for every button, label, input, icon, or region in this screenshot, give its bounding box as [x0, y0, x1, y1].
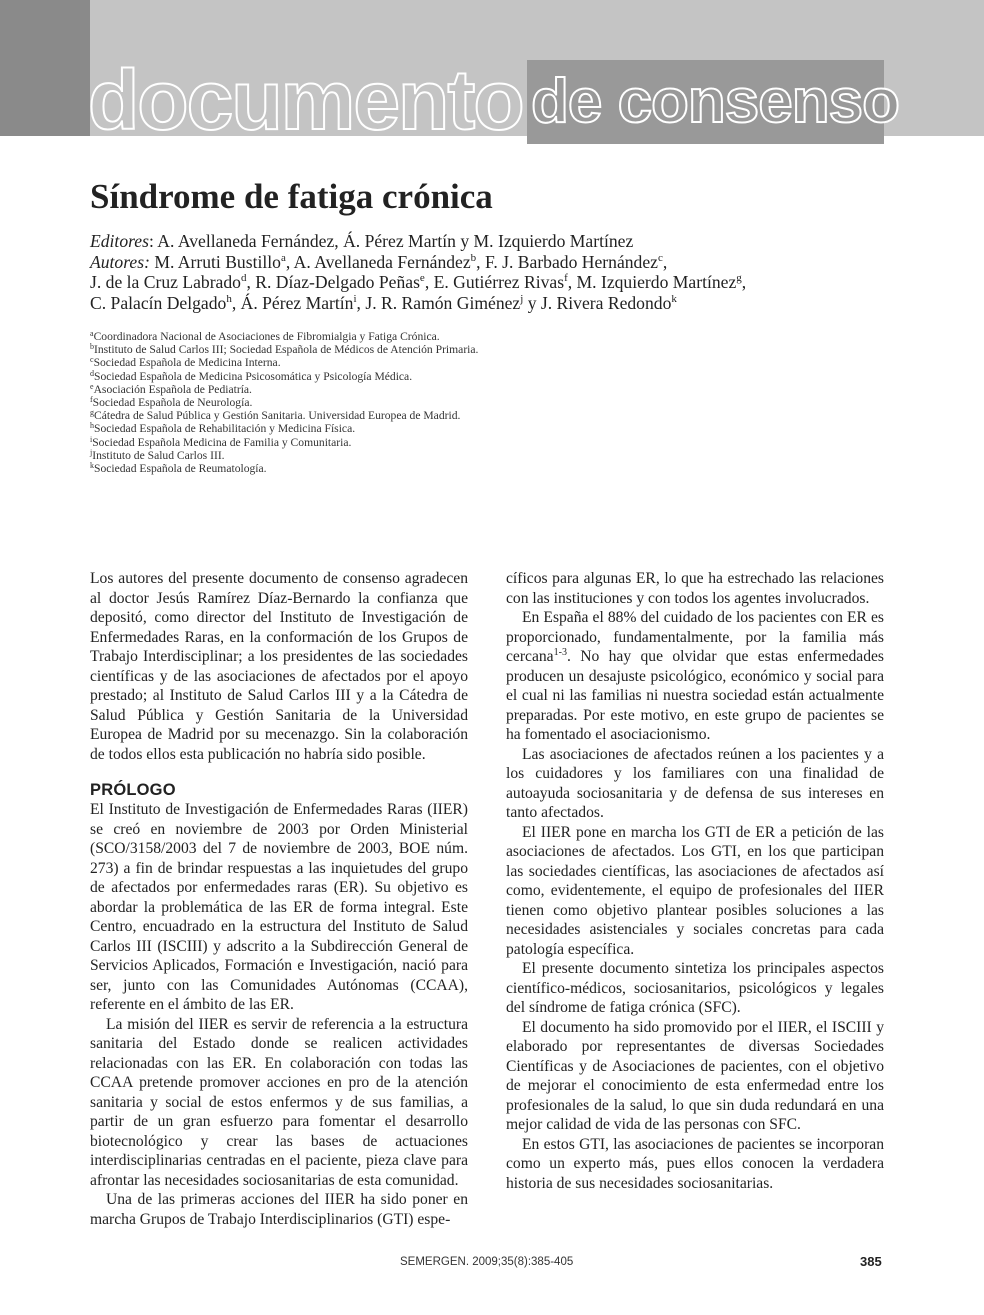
affiliation-item: $^c$Sociedad Española de Medicina Interna.: [90, 355, 281, 370]
author-name: J. R. Ramón Giménez: [365, 292, 521, 313]
author-block: [90, 231, 890, 313]
author-name: Á. Pérez Martín: [240, 292, 354, 313]
author-sup: k: [671, 292, 677, 305]
header-band: [0, 0, 984, 147]
page-number: 385: [860, 1254, 882, 1269]
body-paragraph: El Instituto de Investigación de Enfermedades Raras (IIER) se creó en noviembre de 2003 por Orden Ministerial (SCO/3158/2003 del 7 de noviembre de 2003, BOE núm. 273) a fin de brindar respuestas a las inquietudes del grupo de afectados por enfermedades raras (ER). Su objetivo es abordar la problemática de las ER de forma integral. Este Centro, encuadrado en la estructura del Instituto de Salud Carlos III (ISCIII) y adscrito a la Subdirección General de Servicios Aplicados, Formación e Investigación, nació para ser, junto con las Comunidades Autónomas (CCAA), referente en el ámbito de las ER.: [90, 801, 468, 1013]
affiliation-item: $^f$Sociedad Española de Neurología.: [90, 395, 253, 410]
author-name: J. de la Cruz Labrado: [90, 272, 241, 292]
body-column-right: [506, 569, 884, 1193]
author-sup: g: [736, 272, 742, 284]
body-paragraph: El documento ha sido promovido por el IIER, el ISCIII y elaborado por representantes de diversas Sociedades Científicas y de Asociaciones de pacientes, con el objetivo de mejorar el conocimiento de esta enfermedad entre los profesionales de la salud, lo que sin duda redundará en una mejor calidad de vida de las personas con SFC.: [506, 1018, 884, 1133]
affiliation-item: $^e$Asociación Española de Pediatría.: [90, 381, 252, 396]
journal-citation: SEMERGEN. 2009;35(8):385-405: [400, 1256, 574, 1268]
affiliation-item: $^k$Sociedad Española de Reumatología.: [90, 461, 267, 476]
article-title: Síndrome de fatiga crónica: [90, 177, 493, 216]
body-paragraph: Las asociaciones de afectados reúnen a los pacientes y a los cuidadores y los familiares con una finalidad de autoayuda sociosanitaria y de defensa de sus intereses en tanto afectados.: [506, 745, 884, 821]
author-name: J. Rivera Redondo: [540, 292, 672, 313]
acknowledgments-paragraph: Los autores del presente documento de consenso agradecen al doctor Jesús Ramírez Díaz-Bernardo la confianza que depositó, como director del Instituto de Investigación de Enfermedades Raras, en la conformación de los Grupos de Trabajo Interdisciplinar; a los presidentes de las sociedades científicas y de las asociaciones de afectados por el apoyo prestado; al Instituto de Salud Carlos III y a la Cátedra de Salud Pública y Gestión Sanitaria de la Universidad Europea de Madrid por su mecenazgo. Sin la colaboración de todos ellos esta publicación no habría sido posible.: [90, 570, 468, 763]
author-sup: j: [520, 292, 524, 305]
affiliations-list: [90, 330, 478, 475]
header-word-de-consenso: de consenso: [531, 67, 899, 136]
affiliation-item: $^g$Cátedra de Salud Pública y Gestión Sanitaria. Universidad Europea de Madrid.: [90, 408, 461, 423]
authors-line-3: C. Palacín Delgado$^h$, Á. Pérez Martín$^i$, J. R. Ramón Giménez$^j$ y J. Rivera Redondo$^k$: [90, 292, 677, 313]
author-sup: f: [564, 272, 568, 284]
affiliation-item: $^i$Sociedad Española Medicina de Familia y Comunitaria.: [90, 434, 352, 449]
affiliation-item: $^b$Instituto de Salud Carlos III; Sociedad Española de Médicos de Atención Primaria.: [90, 342, 479, 357]
author-name: M. Arruti Bustillo: [149, 251, 281, 272]
author-sup: b: [470, 251, 477, 264]
body-paragraph: El IIER pone en marcha los GTI de ER a petición de las asociaciones de afectados. Los GTI, en los que participan las sociedades científicas, las asociaciones de afectados así como, evidentemente, el equipo de profesionales del IIER tienen como objetivo plantear posibles soluciones a las necesidades asistenciales y sociales concretas para cada patología específica.: [506, 823, 884, 958]
affiliation-item: $^h$Sociedad Española de Rehabilitación y Medicina Física.: [90, 421, 356, 436]
author-name: F. J. Barbado Hernández: [484, 251, 658, 272]
body-paragraph: El presente documento sintetiza los principales aspectos científico-médicos, sociosanitarios, psicológicos y legales del síndrome de fatiga crónica (SFC).: [506, 960, 884, 1016]
body-paragraph: Una de las primeras acciones del IIER ha sido poner en marcha Grupos de Trabajo Interdisciplinarios (GTI) espe-: [90, 1191, 468, 1228]
body-paragraph: La misión del IIER es servir de referencia a la estructura sanitaria del Estado donde se realicen actividades relacionadas con las ER. En colaboración con todas las CCAA pretende promover acciones en pro de la atención sanitaria y social de estos enfermos y de sus familias, a partir de un gran esfuerzo para fomentar el desarrollo biotecnológico y crear las bases de actuaciones interdisciplinarias centradas en el paciente, pieza clave para afrontar las necesidades sociosanitarias de esta comunidad.: [90, 1015, 468, 1189]
header-dark-block: [0, 0, 90, 136]
body-paragraph: En España el 88% del cuidado de los pacientes con ER es proporcionado, fundamentalmente, por la familia más cercana$^{1-3}$. No hay que olvidar que estas enfermedades producen un desajuste psicológico, económico y social para el cual ni las familias ni nuestra sociedad están actualmente preparadas. Por este motivo, en este grupo de pacientes se ha fomentado el asociacionismo.: [506, 609, 884, 743]
citation-ref: 1-3: [553, 647, 567, 658]
authors-line-1: Autores: M. Arruti Bustillo$^a$, A. Avellaneda Fernández$^b$, F. J. Barbado Hernández$^c$,: [90, 251, 668, 272]
body-column-left: [90, 569, 468, 1229]
editors-names: : A. Avellaneda Fernández, Á. Pérez Martín y M. Izquierdo Martínez: [148, 231, 634, 251]
authors-line-2: J. de la Cruz Labrado$^d$, R. Díaz-Delgado Peñas$^e$, E. Gutiérrez Rivas$^f$, M. Izquierdo Martínez$^g$,: [90, 272, 747, 292]
author-sup: e: [419, 272, 425, 284]
body-paragraph: En estos GTI, las asociaciones de pacientes se incorporan como un experto más, pues ellos conocen la verdadera historia de sus necesidades sociosanitarias.: [506, 1135, 884, 1192]
editors-line: [90, 231, 890, 252]
affiliation-item: $^a$Coordinadora Nacional de Asociaciones de Fibromialgia y Fatiga Crónica.: [90, 329, 440, 343]
author-name: R. Díaz-Delgado Peñas: [255, 272, 420, 292]
author-sup: i: [353, 292, 357, 305]
author-name: C. Palacín Delgado: [90, 292, 227, 313]
author-sup: a: [280, 251, 286, 264]
authors-label: Autores:: [90, 251, 150, 272]
body-paragraph: cíficos para algunas ER, lo que ha estrechado las relaciones con las instituciones y con todos los agentes involucrados.: [506, 570, 884, 607]
section-heading-prologo: PRÓLOGO: [90, 781, 176, 799]
author-sup: d: [240, 272, 247, 284]
author-sup: h: [226, 292, 232, 305]
author-name: E. Gutiérrez Rivas: [433, 272, 565, 292]
author-name: A. Avellaneda Fernández: [293, 251, 471, 272]
author-sup: c: [657, 251, 663, 264]
header-word-documento: documento: [88, 53, 523, 147]
author-name: M. Izquierdo Martínez: [576, 272, 737, 292]
editors-label: Editores: [90, 231, 149, 251]
affiliation-item: $^d$Sociedad Española de Medicina Psicosomática y Psicología Médica.: [90, 368, 413, 383]
affiliation-item: $^j$Instituto de Salud Carlos III.: [90, 447, 225, 462]
